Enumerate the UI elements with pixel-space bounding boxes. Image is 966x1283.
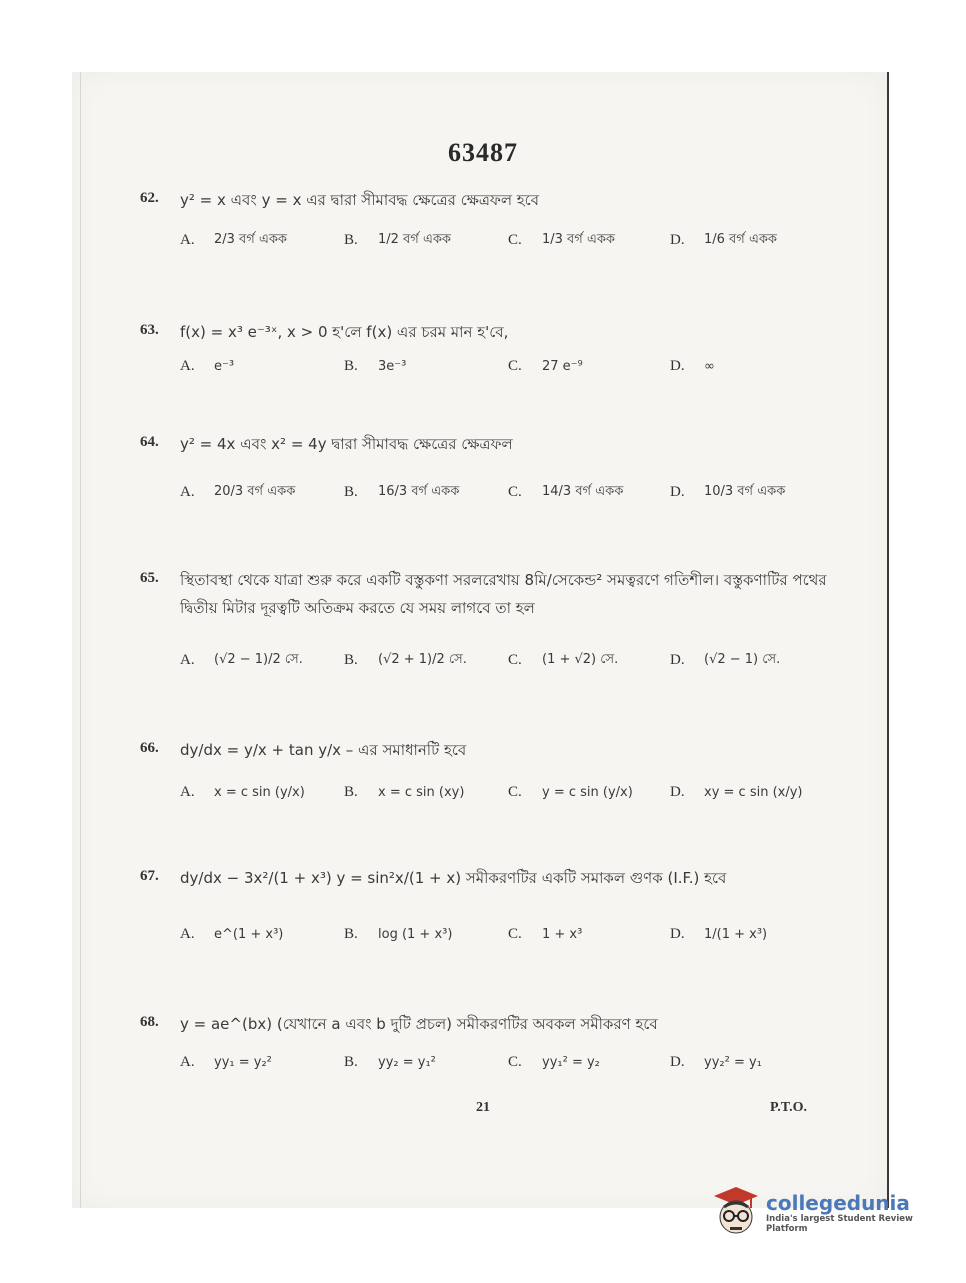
question-text: dy/dx = y/x + tan y/x – এর সমাধানটি হবে — [180, 741, 467, 759]
option-value: (√2 + 1)/2 সে. — [378, 652, 467, 667]
page-margin-line — [80, 72, 81, 1208]
option-64-a — [180, 482, 295, 503]
option-value: (√2 − 1)/2 সে. — [214, 652, 303, 667]
option-label: A. — [180, 652, 195, 668]
option-68-d — [670, 1054, 762, 1071]
brand-name: collegedunia — [766, 1191, 910, 1215]
option-label: D. — [670, 358, 685, 374]
option-label: C. — [508, 358, 522, 374]
option-value: 1/(1 + x³) — [704, 927, 768, 942]
option-value: 3e⁻³ — [378, 359, 407, 374]
question-text: y² = 4x এবং x² = 4y দ্বারা সীমাবদ্ধ ক্ষেত্রের ক্ষেত্রফল — [180, 435, 513, 453]
option-label: C. — [508, 784, 522, 800]
option-value: 10/3 বর্গ একক — [704, 484, 786, 499]
graduate-face-icon — [710, 1183, 762, 1243]
option-value: yy₁ = y₂² — [214, 1055, 272, 1070]
option-label: B. — [344, 652, 358, 668]
option-65-d — [670, 650, 780, 671]
option-label: D. — [670, 484, 685, 500]
option-66-d — [670, 784, 803, 801]
question-number: 65. — [140, 570, 159, 586]
option-label: D. — [670, 232, 685, 248]
option-63-a — [180, 358, 234, 375]
option-value: x = c sin (y/x) — [214, 785, 305, 800]
question-number: 63. — [140, 322, 159, 338]
brand-tagline: India's largest Student Review Platform — [766, 1214, 913, 1234]
question-text: স্থিতাবস্থা থেকে যাত্রা শুরু করে একটি বস্তুকণা সরলরেখায় 8মি/সেকেন্ড² সমত্বরণে গতিশীল। বস্তুকণাটির পথের দ্বিতীয় মিটার দূরত্বটি অতিক্রম করতে যে সময় লাগবে তা হল — [180, 571, 827, 617]
option-value: 2/3 বর্গ একক — [214, 232, 288, 247]
question-text: dy/dx − 3x²/(1 + x³) y = sin²x/(1 + x) সমীকরণটির একটি সমাকল গুণক (I.F.) হবে — [180, 869, 727, 887]
option-label: B. — [344, 358, 358, 374]
option-63-c — [508, 358, 583, 375]
option-65-c — [508, 650, 618, 671]
page-number: 21 — [476, 1100, 490, 1115]
option-63-b — [344, 358, 406, 375]
option-label: B. — [344, 926, 358, 942]
option-value: 20/3 বর্গ একক — [214, 484, 296, 499]
option-label: B. — [344, 1054, 358, 1070]
option-value: 1 + x³ — [542, 927, 583, 942]
option-value: yy₂ = y₁² — [378, 1055, 436, 1070]
option-value: e^(1 + x³) — [214, 927, 284, 942]
question-number: 64. — [140, 434, 159, 450]
question-number: 67. — [140, 868, 159, 884]
option-67-b — [344, 926, 452, 943]
option-label: C. — [508, 484, 522, 500]
brand-logo[interactable] — [710, 1178, 950, 1248]
option-62-b — [344, 230, 451, 251]
option-label: C. — [508, 232, 522, 248]
option-value: 27 e⁻⁹ — [542, 359, 583, 374]
option-68-c — [508, 1054, 600, 1071]
option-label: C. — [508, 1054, 522, 1070]
option-label: A. — [180, 358, 195, 374]
option-value: 1/6 বর্গ একক — [704, 232, 778, 247]
option-62-d — [670, 230, 777, 251]
page-right-edge — [887, 72, 889, 1208]
option-65-b — [344, 650, 467, 671]
option-value: 1/3 বর্গ একক — [542, 232, 616, 247]
option-label: C. — [508, 926, 522, 942]
option-label: A. — [180, 926, 195, 942]
option-66-c — [508, 784, 633, 801]
option-label: A. — [180, 1054, 195, 1070]
question-number: 66. — [140, 740, 159, 756]
option-value: (1 + √2) সে. — [542, 652, 619, 667]
option-68-a — [180, 1054, 272, 1071]
option-67-d — [670, 926, 767, 943]
option-value: x = c sin (xy) — [378, 785, 465, 800]
option-68-b — [344, 1054, 436, 1071]
option-label: A. — [180, 232, 195, 248]
option-value: ∞ — [704, 359, 715, 374]
option-value: 1/2 বর্গ একক — [378, 232, 452, 247]
question-number: 62. — [140, 190, 159, 206]
option-label: B. — [344, 784, 358, 800]
option-label: D. — [670, 1054, 685, 1070]
option-value: 16/3 বর্গ একক — [378, 484, 460, 499]
brand-text — [762, 1192, 950, 1234]
option-64-c — [508, 482, 623, 503]
option-62-c — [508, 230, 615, 251]
option-64-d — [670, 482, 785, 503]
question-text: y² = x এবং y = x এর দ্বারা সীমাবদ্ধ ক্ষেত্রের ক্ষেত্রফল হবে — [180, 191, 540, 209]
option-label: C. — [508, 652, 522, 668]
option-65-a — [180, 650, 303, 671]
question-text: f(x) = x³ e⁻³ˣ, x > 0 হ'লে f(x) এর চরম মান হ'বে, — [180, 323, 509, 341]
option-label: D. — [670, 652, 685, 668]
option-value: 14/3 বর্গ একক — [542, 484, 624, 499]
option-value: yy₂² = y₁ — [704, 1055, 762, 1070]
option-67-a — [180, 926, 283, 943]
option-label: A. — [180, 784, 195, 800]
option-62-a — [180, 230, 287, 251]
option-value: (√2 − 1) সে. — [704, 652, 781, 667]
question-number: 68. — [140, 1014, 159, 1030]
option-label: A. — [180, 484, 195, 500]
option-value: xy = c sin (x/y) — [704, 785, 803, 800]
question-text: y = ae^(bx) (যেখানে a এবং b দুটি প্রচল) সমীকরণটির অবকল সমীকরণ হবে — [180, 1015, 658, 1033]
option-67-c — [508, 926, 582, 943]
paper-code: 63487 — [448, 138, 518, 167]
option-value: e⁻³ — [214, 359, 235, 374]
option-label: D. — [670, 784, 685, 800]
option-64-b — [344, 482, 459, 503]
option-value: y = c sin (y/x) — [542, 785, 633, 800]
option-value: log (1 + x³) — [378, 927, 453, 942]
option-63-d — [670, 358, 715, 375]
option-label: B. — [344, 232, 358, 248]
option-label: D. — [670, 926, 685, 942]
option-value: yy₁² = y₂ — [542, 1055, 600, 1070]
option-66-b — [344, 784, 464, 801]
option-66-a — [180, 784, 305, 801]
pto-label: P.T.O. — [770, 1100, 807, 1115]
option-label: B. — [344, 484, 358, 500]
